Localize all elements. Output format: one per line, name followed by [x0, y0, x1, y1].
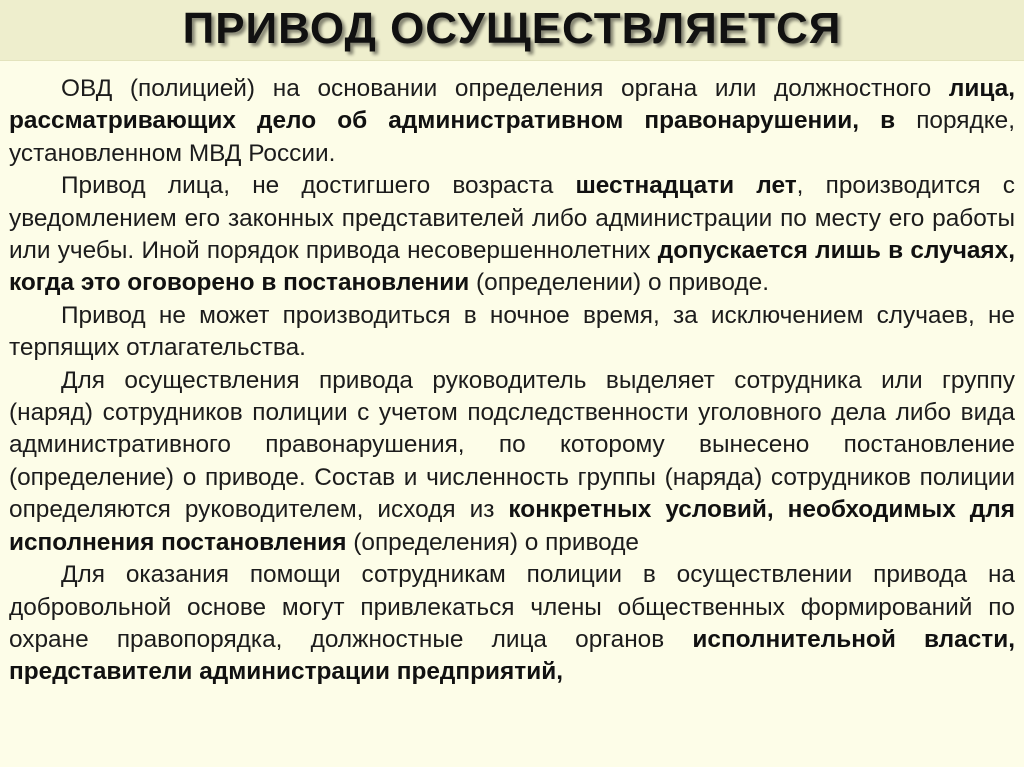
paragraph-2-bold-1: шестнадцати лет — [575, 172, 797, 200]
paragraph-2-text-3: (определении) о приводе. — [469, 269, 769, 297]
slide-body — [9, 73, 1015, 689]
paragraph-1-text-2: порядке, установленном МВД России. — [9, 107, 1015, 167]
paragraph-5-bold-1: исполнительной власти, представители администрации предприятий, — [9, 625, 1016, 686]
paragraph-2-text-2: , производится с уведомлением его законных представителей либо администрации по месту его работы или учебы. Иной порядок привода несовершеннолетних — [9, 172, 1015, 265]
paragraph-1 — [9, 73, 1015, 170]
paragraph-4-bold-1: конкретных условий, необходимых для исполнения постановления — [9, 496, 1015, 556]
slide-title: ПРИВОД ОСУЩЕСТВЛЯЕТСЯ — [182, 4, 842, 53]
paragraph-5 — [9, 559, 1015, 689]
title-bar — [0, 0, 1024, 61]
paragraph-4 — [9, 365, 1015, 559]
paragraph-2-bold-2: допускается лишь в случаях, когда это оговорено в постановлении — [9, 237, 1015, 297]
paragraph-4-text-1: Для осуществления привода руководитель выделяет сотрудника или группу (наряд) сотрудников полиции с учетом подследственности уголовного дела либо вида административного правонарушения, по которому вынесено постановление (определение) о приводе. Состав и численность группы (наряда) сотрудников полиции определяются руководителем, исходя из — [9, 366, 1015, 524]
paragraph-2 — [9, 170, 1015, 300]
paragraph-1-text-1: ОВД (полицией) на основании определения органа или должностного — [61, 75, 949, 102]
paragraph-3-text-1: Привод не может производиться в ночное время, за исключением случаев, не терпящих отлагательства. — [9, 301, 1015, 362]
paragraph-2-text-1: Привод лица, не достигшего возраста — [61, 172, 576, 200]
paragraph-1-bold-1: лица, рассматривающих дело об административном правонарушении, в — [9, 75, 1015, 135]
paragraph-5-text-1: Для оказания помощи сотрудникам полиции в осуществлении привода на добровольной основе могут привлекаться члены общественных формирований по охране правопорядка, должностные лица органов — [9, 561, 1015, 653]
paragraph-3 — [9, 300, 1015, 365]
paragraph-4-text-2: (определения) о приводе — [346, 528, 639, 556]
